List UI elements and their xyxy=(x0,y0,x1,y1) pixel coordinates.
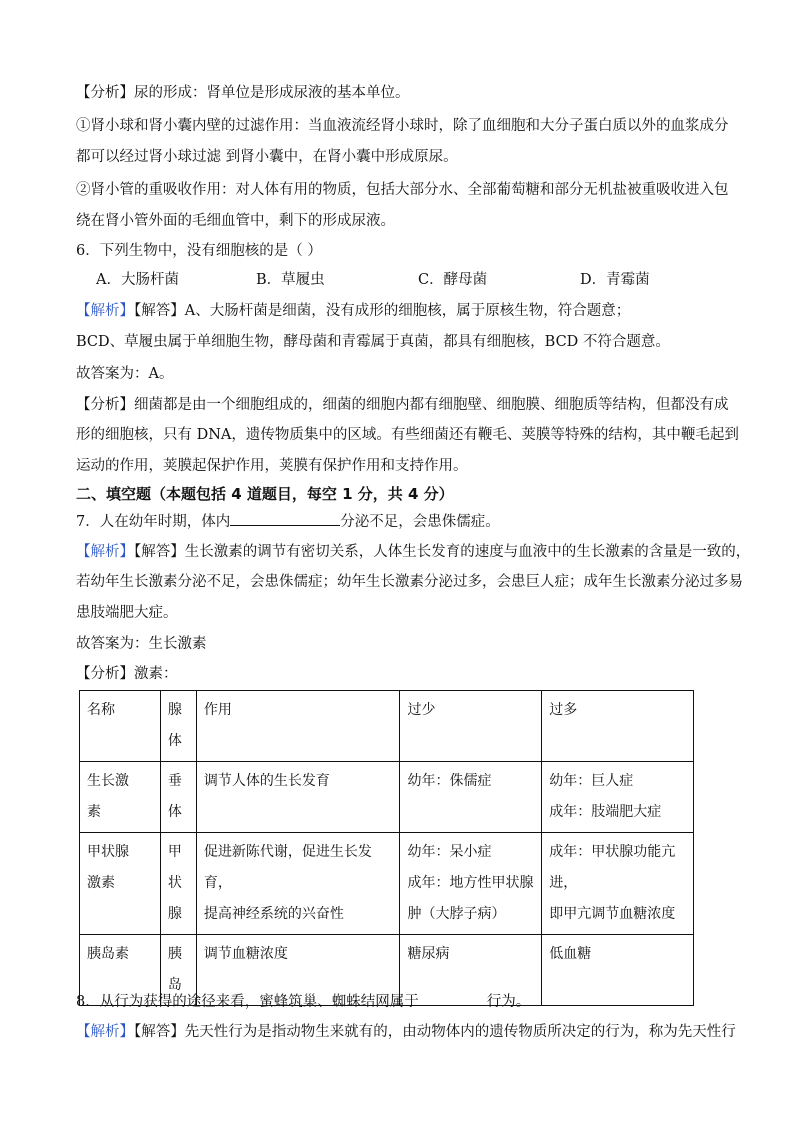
cell-text-line: 名称 xyxy=(87,702,115,718)
q7-stem-after: 分泌不足，会患侏儒症。 xyxy=(340,514,500,530)
cell-text-line: 腺 xyxy=(167,906,182,922)
table-cell-gland xyxy=(160,691,196,762)
q6-analysis-line3: 运动的作用，荚膜起保护作用，荚膜有保护作用和支持作用。 xyxy=(76,458,468,474)
q5-item1-line2: 都可以经过肾小球过滤 到肾小囊中，在肾小囊中形成原尿。 xyxy=(76,149,458,165)
cell-text-line: 腺 xyxy=(167,702,182,718)
analysis-text: 细菌都是由一个细胞组成的，细菌的细胞内都有细胞壁、细胞膜、细胞质等结构，但都没有成 xyxy=(134,397,729,413)
q7-answer: 故答案为：生长激素 xyxy=(76,636,207,652)
cell-text-line: 体 xyxy=(167,733,182,749)
cell-text-line: 垂 xyxy=(167,773,182,789)
table-cell-name xyxy=(80,762,161,833)
q7-solution-line2: 若幼年生长激素分泌不足，会患侏儒症；幼年生长激素分泌过多，会患巨人症；成年生长激素分泌过多易 xyxy=(76,574,743,590)
q5-item1-line1: ①肾小球和肾小囊内壁的过滤作用：当血液流经肾小球时，除了血细胞和大分子蛋白质以外的血浆成分 xyxy=(76,118,729,134)
jieda-tag: 【解答】 xyxy=(134,1024,185,1040)
q6-option-a: A．大肠杆菌 xyxy=(96,272,179,288)
table-cell-gland xyxy=(160,762,196,833)
table-cell-deficiency xyxy=(400,691,542,762)
jieda-tag: 【解答】 xyxy=(134,303,185,319)
analysis-text: 激素： xyxy=(134,666,178,682)
q6-option-d: D．青霉菌 xyxy=(580,272,650,288)
q8-stem xyxy=(76,991,530,1012)
jiexi-tag: 【解析】 xyxy=(76,544,134,560)
cell-text-line: 激素 xyxy=(87,875,115,891)
cell-text-line: 幼年：侏儒症 xyxy=(407,773,492,789)
table-cell-deficiency xyxy=(400,762,542,833)
cell-text-line: 成年：甲状腺功能亢进， xyxy=(549,844,676,891)
cell-text-line: 成年：肢端肥大症 xyxy=(549,804,662,820)
table-cell-deficiency xyxy=(400,833,542,935)
q6-option-c: C．酵母菌 xyxy=(418,272,488,288)
table-header-row xyxy=(80,691,694,762)
q5-analysis xyxy=(76,83,410,103)
cell-text-line: 岛 xyxy=(167,977,182,993)
analysis-text: 尿的形成：肾单位是形成尿液的基本单位。 xyxy=(134,85,410,101)
solution-text: 生长激素的调节有密切关系，人体生长发育的速度与血液中的生长激素的含量是一致的， xyxy=(184,544,751,560)
cell-text-line: 过少 xyxy=(407,702,436,718)
cell-text-line: 甲状腺 xyxy=(87,844,129,860)
q6-answer: 故答案为：A。 xyxy=(76,366,174,382)
table-cell-excess xyxy=(542,833,694,935)
table-cell-function xyxy=(196,691,400,762)
cell-text-line: 调节血糖浓度 xyxy=(203,946,288,962)
table-cell-gland xyxy=(160,833,196,935)
cell-text-line: 成年：地方性甲状腺 xyxy=(407,875,534,891)
table-cell-function xyxy=(196,833,400,935)
table-cell-function xyxy=(196,762,400,833)
q6-solution-line1 xyxy=(76,301,630,321)
jieda-tag: 【解答】 xyxy=(134,544,185,560)
cell-text-line: 调节人体的生长发育 xyxy=(203,773,330,789)
cell-text-line: 状 xyxy=(167,875,182,891)
solution-text: A、大肠杆菌是细菌，没有成形的细胞核，属于原核生物，符合题意； xyxy=(184,303,631,319)
cell-text-line: 即甲亢调节血糖浓度 xyxy=(549,906,676,922)
cell-text-line: 体 xyxy=(167,804,182,820)
cell-text-line: 幼年：巨人症 xyxy=(549,773,634,789)
cell-text-line: 作用 xyxy=(203,702,232,718)
cell-text-line: 肿（大脖子病） xyxy=(407,906,506,922)
q7-answer-blank[interactable] xyxy=(230,511,340,526)
q7-solution-line3: 患肢端肥大症。 xyxy=(76,605,178,621)
table-cell-name xyxy=(80,833,161,935)
jiexi-tag: 【解析】 xyxy=(76,1024,134,1040)
solution-text: 先天性行为是指动物生来就有的，由动物体内的遗传物质所决定的行为，称为先天性行 xyxy=(184,1024,736,1040)
cell-text-line: 甲 xyxy=(167,844,182,860)
q7-solution-line1 xyxy=(76,542,750,562)
cell-text-line: 提高神经系统的兴奋性 xyxy=(203,906,344,922)
analysis-tag: 【分析】 xyxy=(76,397,134,413)
q8-answer-blank[interactable] xyxy=(419,991,487,1006)
q5-item2-line1: ②肾小管的重吸收作用：对人体有用的物质，包括大部分水、全部葡萄糖和部分无机盐被重吸收进入包 xyxy=(76,182,729,198)
table-cell-name xyxy=(80,691,161,762)
q5-item2-line2: 绕在肾小管外面的毛细血管中，剩下的形成尿液。 xyxy=(76,213,395,229)
analysis-tag: 【分析】 xyxy=(76,85,134,101)
q6-option-b: B．草履虫 xyxy=(256,272,325,288)
cell-text-line: 过多 xyxy=(549,702,578,718)
cell-text-line: 糖尿病 xyxy=(407,946,450,962)
cell-text-line: 促进新陈代谢，促进生长发育， xyxy=(203,844,372,891)
cell-text-line: 幼年：呆小症 xyxy=(407,844,492,860)
cell-text-line: 低血糖 xyxy=(549,946,592,962)
table-cell-excess xyxy=(542,762,694,833)
q6-solution-line2: BCD、草履虫属于单细胞生物，酵母菌和青霉属于真菌，都具有细胞核，BCD 不符合题意。 xyxy=(76,334,670,350)
q7-stem xyxy=(76,511,500,532)
jiexi-tag: 【解析】 xyxy=(76,303,134,319)
table-cell-excess xyxy=(542,691,694,762)
hormone-table xyxy=(79,690,694,1006)
section-heading: 二、填空题（本题包括 4 道题目，每空 1 分，共 4 分） xyxy=(76,485,454,503)
analysis-tag: 【分析】 xyxy=(76,666,134,682)
cell-text-line: 胰岛素 xyxy=(87,946,129,962)
table-cell-excess xyxy=(542,935,694,1006)
cell-text-line: 生长激 xyxy=(87,773,129,789)
cell-text-line: 胰 xyxy=(167,946,182,962)
table-row xyxy=(80,762,694,833)
q8-stem-after: 行为。 xyxy=(486,994,531,1010)
hormone-table-body xyxy=(80,691,694,1006)
q8-stem-before: 8．从行为获得的途径来看，蜜蜂筑巢、蜘蛛结网属于 xyxy=(76,994,419,1010)
table-row xyxy=(80,833,694,935)
q6-analysis-line1 xyxy=(76,395,729,415)
cell-text-line: 素 xyxy=(87,804,101,820)
q6-analysis-line2: 形的细胞核，只有 DNA，遗传物质集中的区域。有些细菌还有鞭毛、荚膜等特殊的结构，其中鞭毛起到 xyxy=(76,427,739,443)
q6-stem: 6．下列生物中，没有细胞核的是（ ） xyxy=(76,243,322,259)
q7-analysis xyxy=(76,664,178,684)
q7-stem-before: 7．人在幼年时期，体内 xyxy=(76,514,231,530)
q8-solution-line1 xyxy=(76,1022,736,1042)
